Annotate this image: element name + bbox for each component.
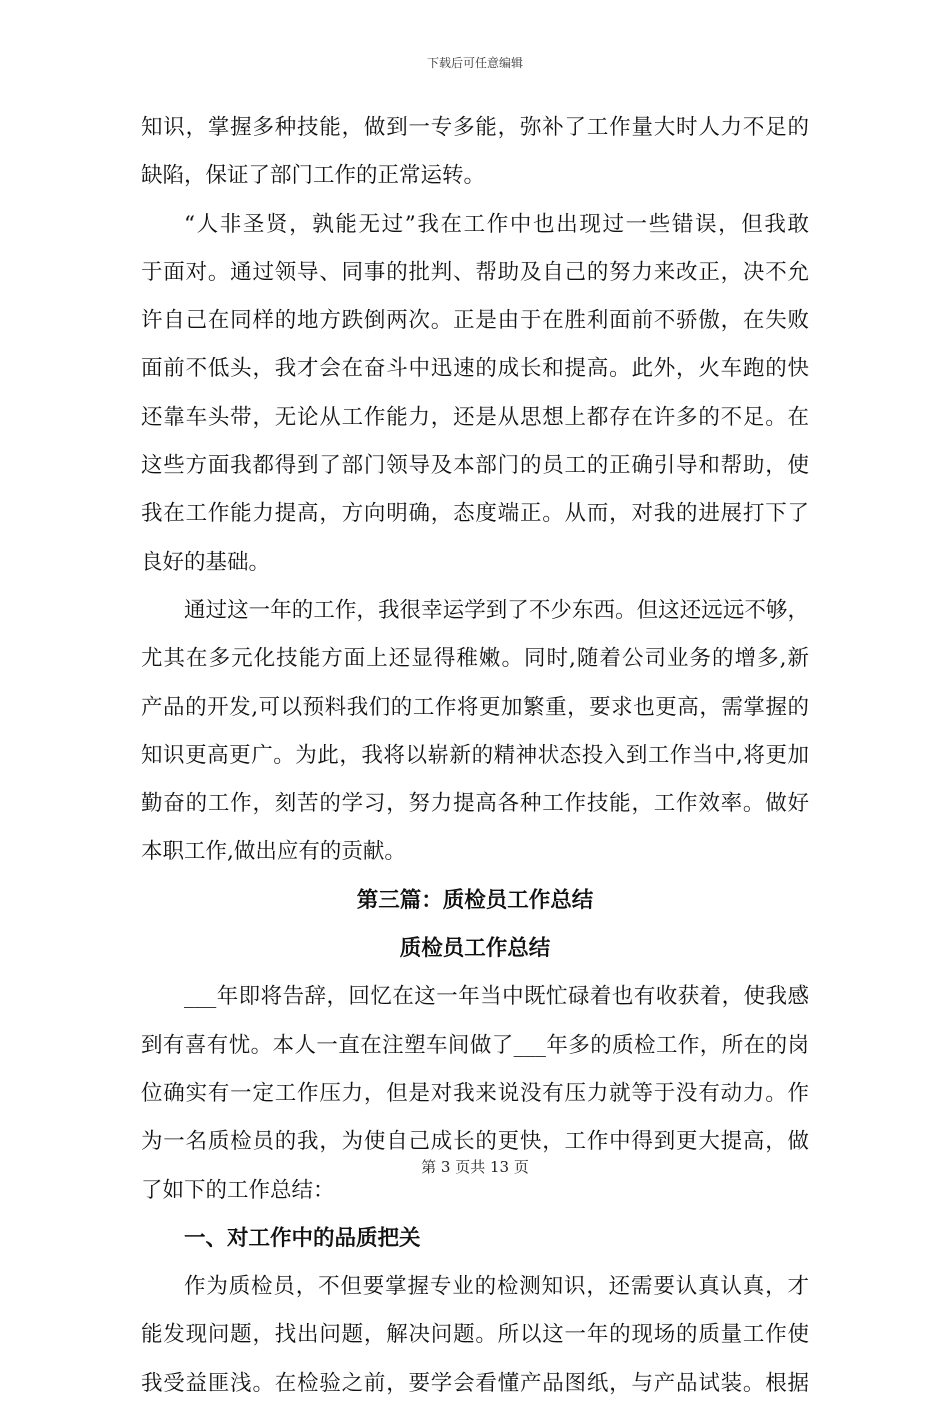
text-line: ___年即将告辞，回忆在这一年当中既忙碌着也有收获着，使我感	[184, 984, 809, 1010]
text-line: 产品的开发,可以预料我们的工作将更加繁重，要求也更高，需掌握的	[141, 694, 809, 720]
text-line: 良好的基础。	[141, 549, 271, 575]
text-line: 许自己在同样的地方跌倒两次。正是由于在胜利面前不骄傲，在失败	[141, 308, 809, 334]
text-line: 为一名质检员的我，为使自己成长的更快，工作中得到更大提高，做	[141, 1129, 809, 1155]
text-line: 缺陷，保证了部门工作的正常运转。	[141, 163, 486, 189]
page-header: 下载后可任意编辑	[426, 56, 523, 70]
text-line: 能发现问题，找出问题，解决问题。所以这一年的现场的质量工作使	[141, 1322, 809, 1348]
text-line: 还靠车头带，无论从工作能力，还是从思想上都存在许多的不足。在	[141, 404, 809, 430]
text-line: 通过这一年的工作，我很幸运学到了不少东西。但这还远远不够，	[184, 597, 809, 623]
text-line: 作为质检员，不但要掌握专业的检测知识，还需要认真认真，才	[184, 1274, 809, 1300]
page-footer: 第 3 页共 13 页	[421, 1158, 529, 1176]
text-line: 位确实有一定工作压力，但是对我来说没有压力就等于没有动力。作	[141, 1080, 809, 1106]
text-line: 我在工作能力提高，方向明确，态度端正。从而，对我的进展打下了	[141, 501, 809, 527]
subsection-heading: 一、对工作中的品质把关	[184, 1225, 421, 1251]
text-line: “人非圣贤，孰能无过”我在工作中也出现过一些错误，但我敢	[184, 211, 809, 237]
text-line: 我受益匪浅。在检验之前，要学会看懂产品图纸，与产品试装。根据	[141, 1370, 809, 1396]
text-line: 到有喜有忧。本人一直在注塑车间做了___年多的质检工作，所在的岗	[141, 1032, 809, 1058]
document-title: 质检员工作总结	[399, 936, 551, 962]
section-title: 第三篇：质检员工作总结	[356, 887, 594, 913]
document-body	[141, 104, 809, 1408]
text-line: 尤其在多元化技能方面上还显得稚嫩。同时,随着公司业务的增多,新	[141, 646, 809, 672]
text-line: 知识更高更广。为此，我将以崭新的精神状态投入到工作当中,将更加	[141, 742, 809, 768]
text-line: 于面对。通过领导、同事的批判、帮助及自己的努力来改正，决不允	[141, 259, 809, 285]
paragraph-1	[141, 104, 809, 201]
text-line: 本职工作,做出应有的贡献。	[141, 839, 406, 865]
text-line: 这些方面我都得到了部门领导及本部门的员工的正确引导和帮助，使	[141, 453, 809, 479]
paragraph-quality	[141, 1263, 809, 1408]
text-line: 面前不低头，我才会在奋斗中迅速的成长和提高。此外，火车跑的快	[141, 356, 809, 382]
text-line: 勤奋的工作，刻苦的学习，努力提高各种工作技能，工作效率。做好	[141, 791, 809, 817]
paragraph-intro	[141, 973, 809, 1214]
paragraph-3	[141, 587, 809, 877]
paragraph-2	[141, 201, 809, 587]
text-line: 了如下的工作总结：	[141, 1177, 335, 1203]
text-line: 知识，掌握多种技能，做到一专多能，弥补了工作量大时人力不足的	[141, 115, 809, 140]
